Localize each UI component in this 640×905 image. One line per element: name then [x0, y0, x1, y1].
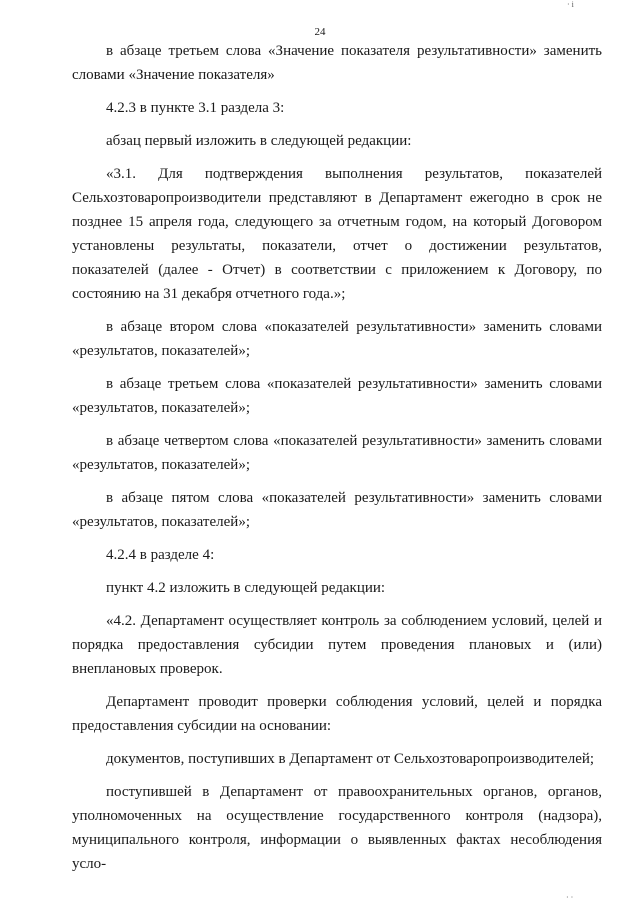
paragraph: 4.2.3 в пункте 3.1 раздела 3: — [106, 100, 285, 116]
paragraph: «4.2. Департамент осуществляет контроль за соблюдением условий, целей и порядка предоставления субсидии путем проведения плановых и (или) внеплановых проверок. — [72, 613, 602, 677]
paragraph: в абзаце четвертом слова «показателей результативности» заменить словами «результатов, показателей»; — [72, 433, 602, 473]
paragraph: поступившей в Департамент от правоохранительных органов, органов, уполномоченных на осуществление государственного контроля (надзора), муниципального контроля, информации о выявленных фактах несоблюдения усло- — [72, 784, 602, 872]
paragraph: пункт 4.2 изложить в следующей редакции: — [106, 580, 386, 596]
paragraph: абзац первый изложить в следующей редакции: — [106, 133, 412, 149]
corner-mark-top: · i — [567, 0, 574, 9]
page-number: 24 — [314, 26, 326, 38]
document-body — [72, 39, 602, 885]
paragraph: «3.1. Для подтверждения выполнения результатов, показателей Сельхозтоваропроизводители представляют в Департамент ежегодно в срок не позднее 15 апреля года, следующего за отчетным годом, на который Договором установлены результаты, показатели, отчет о достижении результатов, показателей (далее - Отчет) в соответствии с приложением к Договору, по состоянию на 31 декабря отчетного года.»; — [72, 166, 602, 302]
paragraph: в абзаце третьем слова «показателей результативности» заменить словами «результатов, показателей»; — [72, 376, 602, 416]
paragraph: в абзаце пятом слова «показателей результативности» заменить словами «результатов, показателей»; — [72, 490, 602, 530]
corner-mark-bottom: · · — [566, 893, 574, 902]
paragraph: в абзаце втором слова «показателей результативности» заменить словами «результатов, показателей»; — [72, 319, 602, 359]
paragraph: документов, поступивших в Департамент от Сельхозтоваропроизводителей; — [106, 751, 595, 767]
paragraph: в абзаце третьем слова «Значение показателя результативности» заменить словами «Значение показателя» — [72, 43, 602, 83]
paragraph: 4.2.4 в разделе 4: — [106, 547, 215, 563]
paragraph: Департамент проводит проверки соблюдения условий, целей и порядка предоставления субсидии на основании: — [72, 694, 602, 734]
